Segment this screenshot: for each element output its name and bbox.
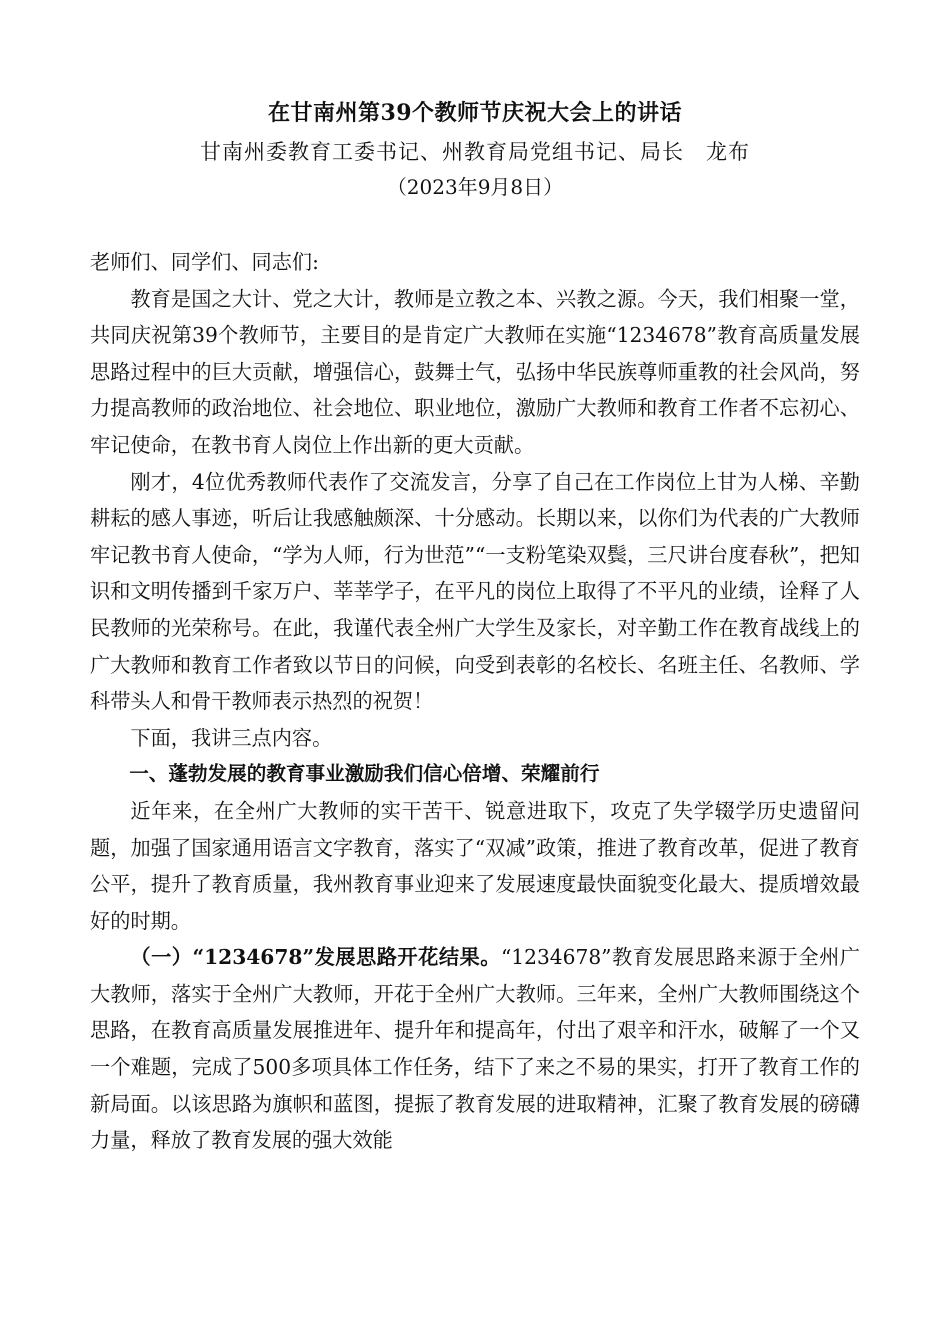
page-title: 在甘南州第39个教师节庆祝大会上的讲话 — [267, 100, 683, 126]
paragraph-5 — [90, 939, 860, 1159]
paragraph-2: 刚才，4位优秀教师代表作了交流发言，分享了自己在工作岗位上甘为人梯、辛勤耕耘的感人事迹，听后让我感触颇深、十分感动。长期以来，以你们为代表的广大教师牢记教书育人使命，“学为人师，行为世范”“一支粉笔染双鬓，三尺讲台度春秋”，把知识和文明传播到千家万户、莘莘学子，在平凡的岗位上取得了不平凡的业绩，诠释了人民教师的光荣称号。在此，我谨代表全州广大学生及家长，对辛勤工作在教育战线上的广大教师和教育工作者致以节日的问候，向受到表彰的名校长、名班主任、名教师、学科带头人和骨干教师表示热烈的祝贺！ — [90, 469, 860, 714]
paragraph-3: 下面，我讲三点内容。 — [130, 725, 333, 750]
speech-date: （2023年9月8日） — [386, 175, 564, 199]
section-heading-1: 一、蓬勃发展的教育事业激励我们信心倍增、荣耀前行 — [129, 762, 600, 786]
paragraph-4: 近年来，在全州广大教师的实干苦干、锐意进取下，攻克了失学辍学历史遗留问题，加强了国家通用语言文字教育，落实了“双减”政策，推进了教育改革，促进了教育公平，提升了教育质量，我州教育事业迎来了发展速度最快面貌变化最大、提质增效最好的时期。 — [90, 798, 860, 933]
speech-body — [90, 244, 860, 1159]
subsection-heading-1: （一）“1234678”发展思路开花结果。 — [130, 945, 501, 970]
paragraph-1: 教育是国之大计、党之大计，教师是立教之本、兴教之源。今天，我们相聚一堂，共同庆祝第39个教师节，主要目的是肯定广大教师在实施“1234678”教育高质量发展思路过程中的巨大贡献，增强信心，鼓舞士气，弘扬中华民族尊师重教的社会风尚，努力提高教师的政治地位、社会地位、职业地位，激励广大教师和教育工作者不忘初心、牢记使命，在教书育人岗位上作出新的更大贡献。 — [90, 286, 860, 457]
paragraph-5-text: “1234678”教育发展思路来源于全州广大教师，落实于全州广大教师，开花于全州广大教师。三年来，全州广大教师围绕这个思路，在教育高质量发展推进年、提升年和提高年，付出了艰辛和汗水，破解了一个又一个难题，完成了500多项具体工作任务，结下了来之不易的果实，打开了教育工作的新局面。以该思路为旗帜和蓝图，提振了教育发展的进取精神，汇聚了教育发展的磅礴力量，释放了教育发展的强大效能 — [90, 945, 860, 1153]
author-line: 甘南州委教育工委书记、州教育局党组书记、局长 龙布 — [200, 140, 750, 164]
salutation: 老师们、同学们、同志们: — [90, 250, 319, 274]
